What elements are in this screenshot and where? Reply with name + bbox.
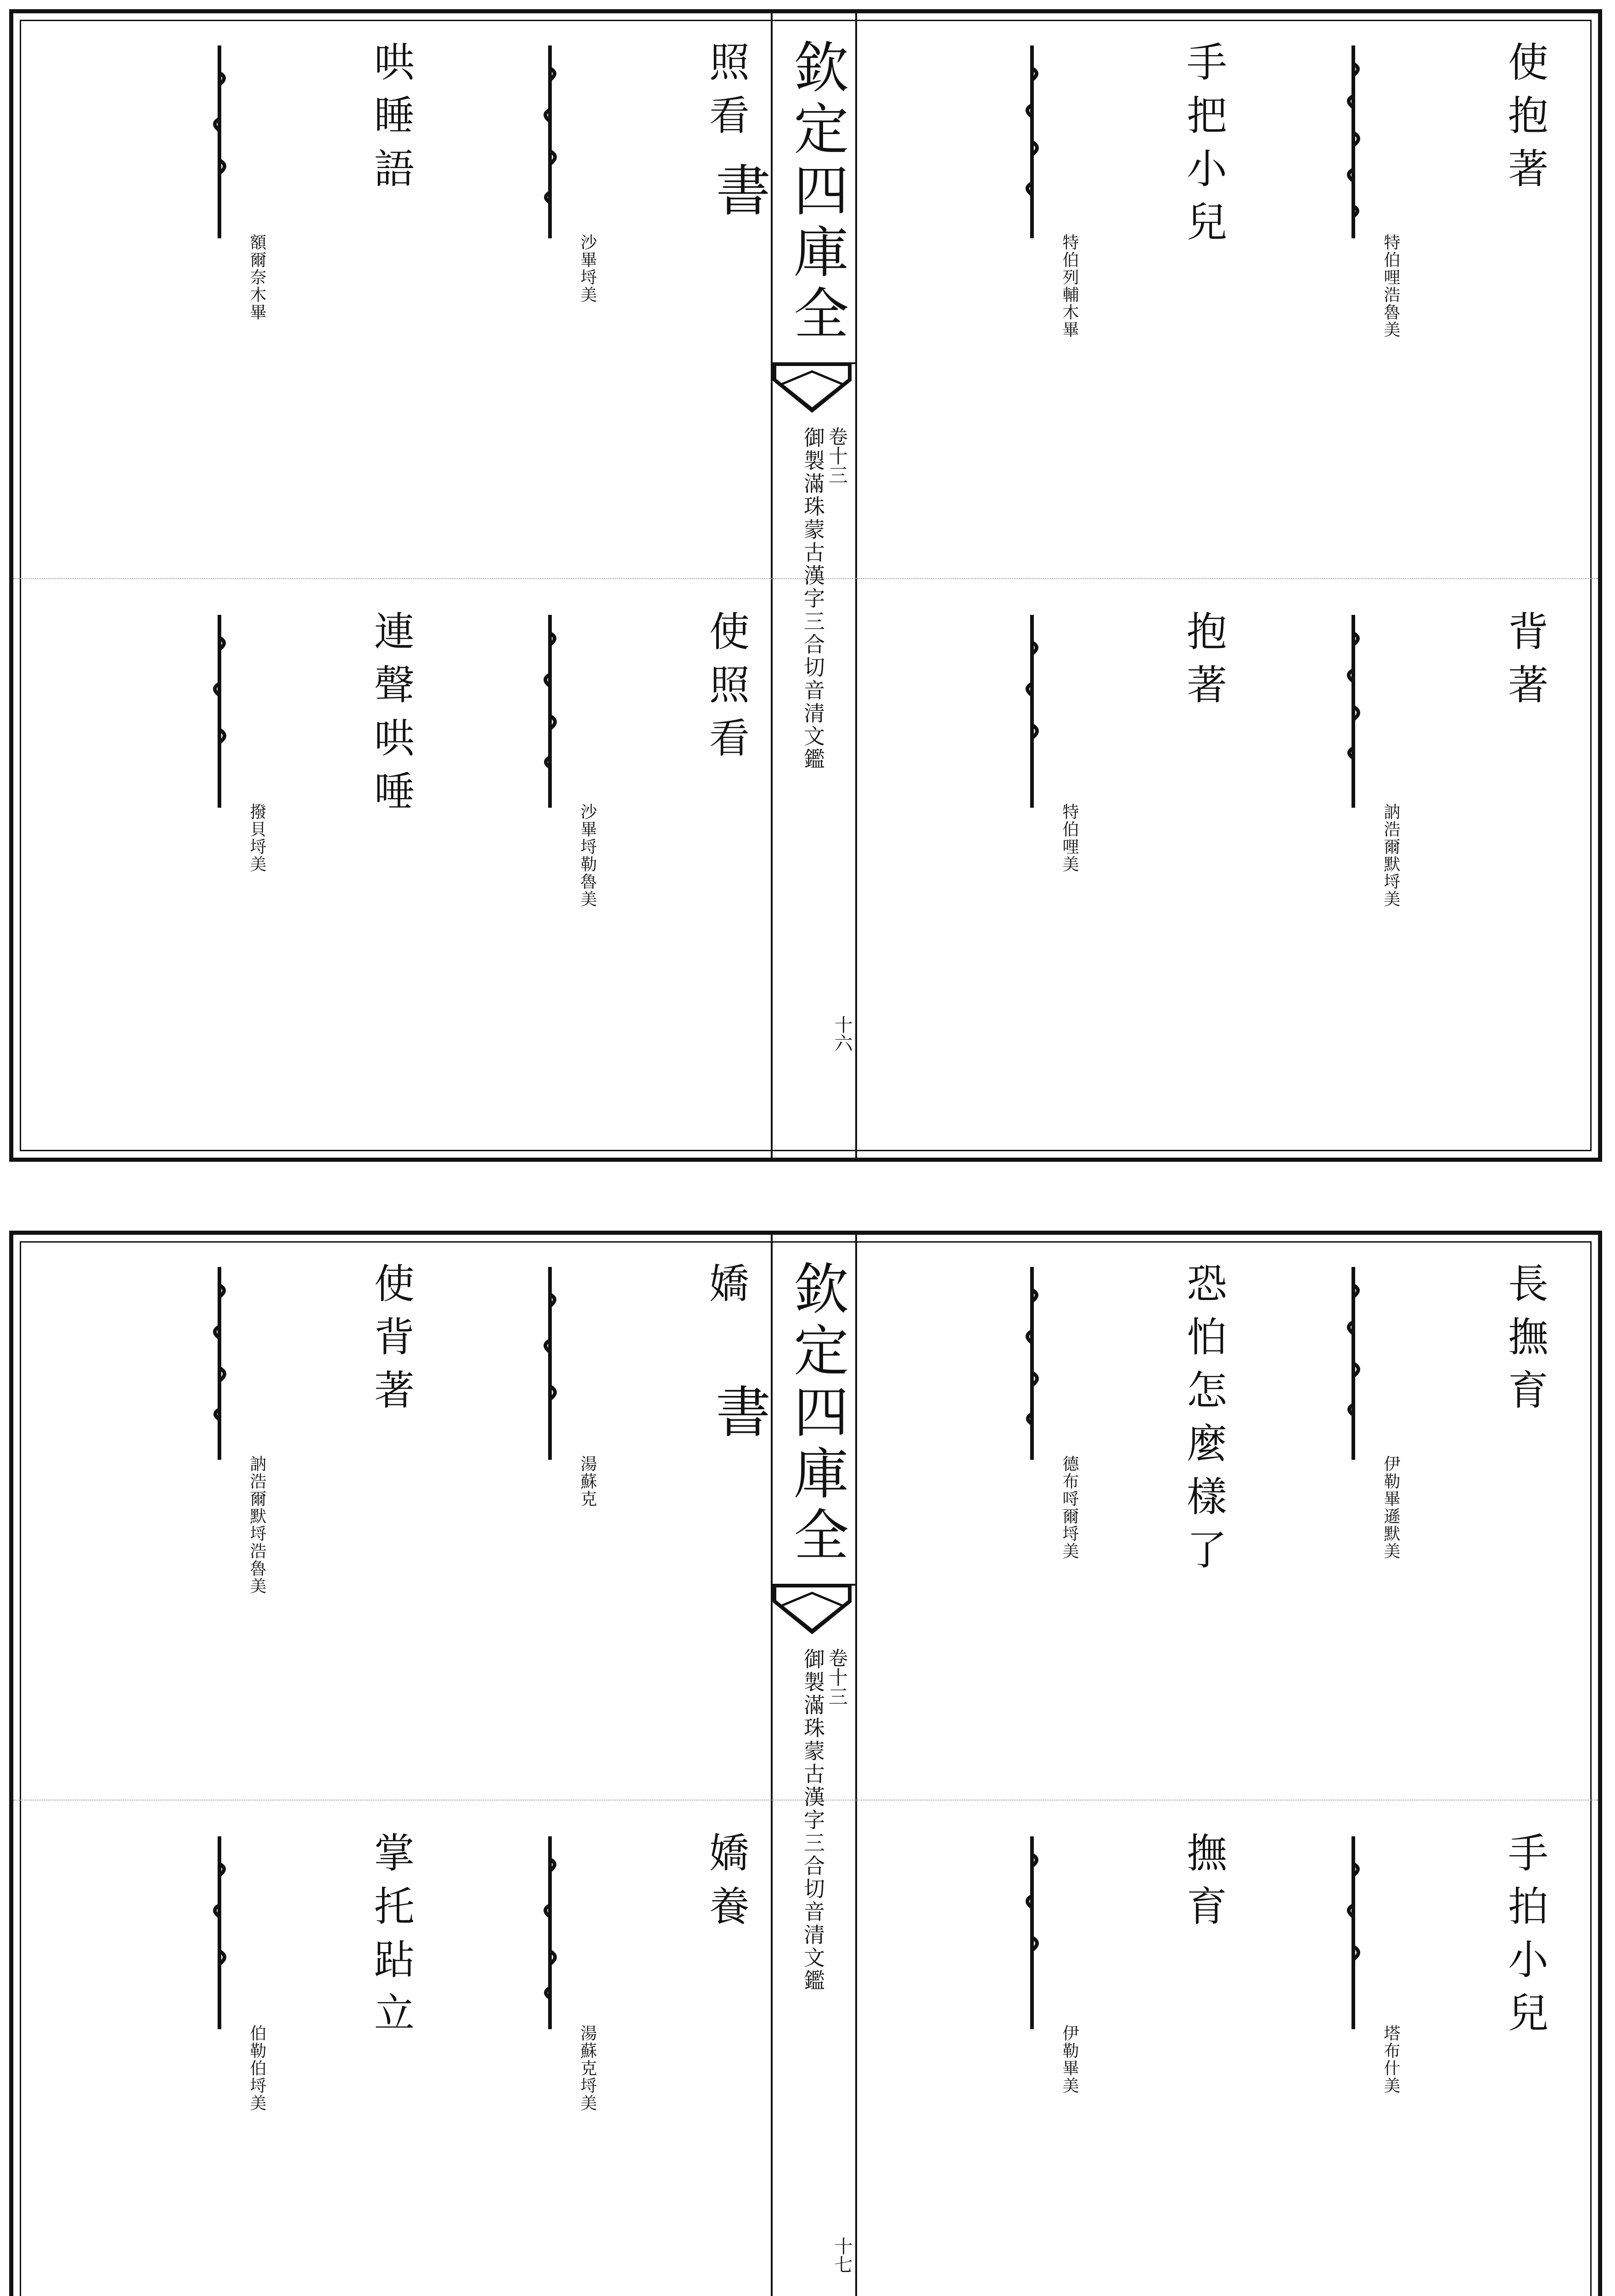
entry-head: 手拍小兒 <box>1502 1832 1549 2045</box>
entry-head: 抱著 <box>1180 610 1228 717</box>
manchu-script-icon <box>1019 1836 1045 2029</box>
fish-tail-mark <box>773 1584 852 1639</box>
entry-gloss: 伊勒畢美 <box>1060 2025 1079 2094</box>
entry-head: 恐怕怎麼樣了 <box>1180 1262 1228 1582</box>
entry-column <box>647 610 766 1115</box>
manchu-script-icon <box>1019 615 1045 808</box>
manchu-script-icon <box>1019 1267 1045 1460</box>
top-book-title: 欽定四庫全書 <box>707 39 848 346</box>
entry-head: 手把小兒 <box>1180 41 1228 254</box>
bottom-book-title: 欽定四庫全書 <box>707 1260 848 1568</box>
top-volume-wrap <box>773 427 855 486</box>
manchu-script-icon <box>537 1267 563 1460</box>
entry-head: 連聲哄唾 <box>368 610 415 823</box>
entry-column <box>312 41 431 546</box>
entry-column <box>1446 41 1565 546</box>
entry-manchu-column <box>1000 1262 1120 1767</box>
manchu-script-icon <box>537 1836 563 2029</box>
entry-column <box>1446 1262 1565 1767</box>
entry-head: 長撫育 <box>1502 1262 1549 1422</box>
entry-column <box>312 1262 431 1767</box>
entry-gloss: 訥浩爾默埒美 <box>1381 803 1400 908</box>
entry-manchu-column <box>1322 41 1441 546</box>
top-volume-number: 卷十三 <box>826 427 848 484</box>
entry-gloss: 訥浩爾默埒浩魯美 <box>247 1455 266 1595</box>
bottom-volume-number: 卷十三 <box>826 1648 848 1706</box>
top-folio-number: 十六 <box>831 1015 852 1052</box>
bottom-folio-number: 十七 <box>831 2237 852 2273</box>
entry-column <box>1124 41 1244 546</box>
entry-gloss: 湯蘇克埒美 <box>578 2025 597 2112</box>
entry-manchu-column <box>188 1832 307 2296</box>
entry-gloss: 額爾奈木畢 <box>247 234 266 321</box>
bottom-volume-wrap <box>773 1648 855 1708</box>
entry-gloss: 特伯哩美 <box>1060 803 1079 873</box>
entry-head: 掌托跕立 <box>368 1832 415 2045</box>
entry-column <box>647 1832 766 2296</box>
entry-head: 哄睡語 <box>368 41 415 201</box>
manchu-script-icon <box>206 1267 233 1460</box>
bottom-book-subtitle: 御製滿珠蒙古漢字三合切音清文鑑 <box>801 1648 825 1992</box>
entry-gloss: 德布哷爾埒美 <box>1060 1455 1079 1560</box>
entry-gloss: 沙畢埒美 <box>578 234 597 304</box>
entry-gloss: 伯勒伯埒美 <box>247 2025 266 2112</box>
manchu-script-icon <box>206 1836 233 2029</box>
manchu-script-icon <box>1340 45 1367 238</box>
entry-column <box>647 41 766 546</box>
entry-head: 使背著 <box>368 1262 415 1422</box>
entry-manchu-column <box>1000 610 1120 1115</box>
entry-manchu-column <box>1000 1832 1120 2296</box>
entry-manchu-column <box>188 1262 307 1767</box>
entry-manchu-column <box>188 610 307 1115</box>
entry-manchu-column <box>518 1262 638 1767</box>
manchu-script-icon <box>1340 1836 1367 2029</box>
manchu-script-icon <box>1340 615 1367 808</box>
manchu-script-icon <box>206 615 233 808</box>
entry-manchu-column <box>188 41 307 546</box>
entry-gloss: 沙畢埒勒魯美 <box>578 803 597 908</box>
entry-manchu-column <box>518 610 638 1115</box>
entry-gloss: 特伯列輔木畢 <box>1060 234 1079 338</box>
entry-manchu-column <box>1000 41 1120 546</box>
fish-tail-mark <box>773 362 852 417</box>
manchu-script-icon <box>206 45 233 238</box>
bottom-half-divider <box>13 1800 1598 1801</box>
manchu-script-icon <box>537 615 563 808</box>
entry-column <box>1446 610 1565 1115</box>
entry-head: 撫育 <box>1180 1832 1228 1938</box>
entry-manchu-column <box>1322 1832 1441 2296</box>
entry-head: 使抱著 <box>1502 41 1549 201</box>
entry-head: 嬌 <box>703 1262 750 1316</box>
entry-gloss: 湯蘇克 <box>578 1455 597 1508</box>
entry-column <box>1124 610 1244 1115</box>
entry-column <box>312 610 431 1115</box>
entry-head: 嬌養 <box>703 1832 750 1938</box>
manchu-script-icon <box>1019 45 1045 238</box>
entry-column <box>647 1262 766 1767</box>
entry-gloss: 撥貝埒美 <box>247 803 266 873</box>
bottom-page <box>9 1231 1602 2296</box>
entry-column <box>1124 1832 1244 2296</box>
manchu-script-icon <box>537 45 563 238</box>
top-half-divider <box>13 578 1598 579</box>
entry-column <box>312 1832 431 2296</box>
entry-column <box>1124 1262 1244 1767</box>
entry-gloss: 塔布什美 <box>1381 2025 1400 2094</box>
entry-head: 照看 <box>703 41 750 147</box>
entry-gloss: 特伯哩浩魯美 <box>1381 234 1400 338</box>
entry-manchu-column <box>518 1832 638 2296</box>
entry-gloss: 伊勒畢遜默美 <box>1381 1455 1400 1560</box>
manchu-script-icon <box>1340 1267 1367 1460</box>
bottom-title-box <box>707 1235 855 1586</box>
top-book-subtitle: 御製滿珠蒙古漢字三合切音清文鑑 <box>801 427 825 771</box>
entry-manchu-column <box>1322 610 1441 1115</box>
entry-head: 使照看 <box>703 610 750 770</box>
entry-manchu-column <box>1322 1262 1441 1767</box>
top-page <box>9 9 1602 1162</box>
entry-head: 背著 <box>1502 610 1549 717</box>
entry-manchu-column <box>518 41 638 546</box>
entry-column <box>1446 1832 1565 2296</box>
